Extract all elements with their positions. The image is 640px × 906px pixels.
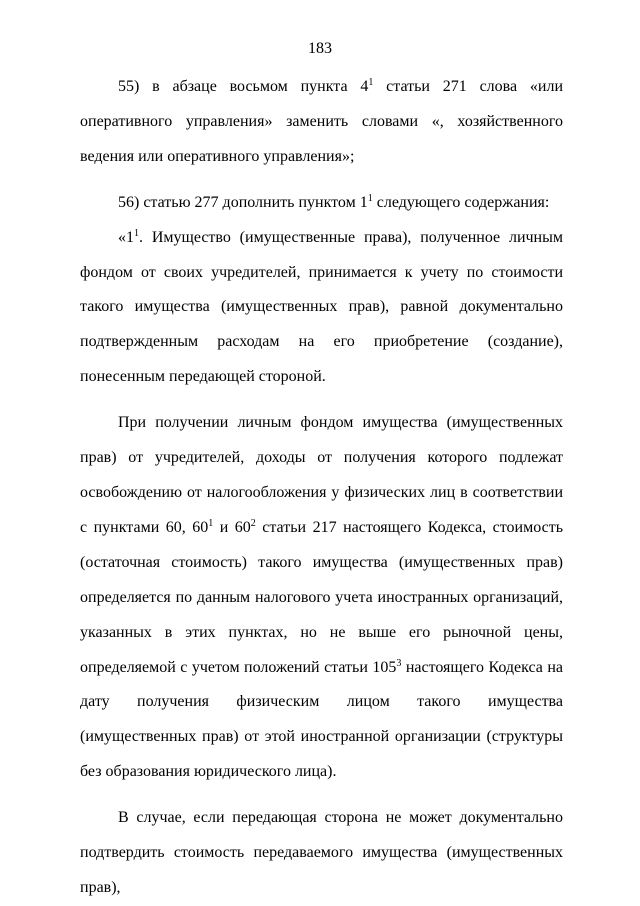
paragraph-gap <box>80 175 563 186</box>
text-run: статьи 271 слова «или оперативного управления» заменить словами «, хозяйственного ведения или оперативного управления»; <box>80 78 564 165</box>
superscript: 1 <box>367 192 373 204</box>
superscript: 1 <box>368 77 374 88</box>
paragraph-item-56 <box>80 186 563 221</box>
paragraph-item-55 <box>80 70 563 175</box>
text-run: настоящего Кодекса на дату получения физическим лицом такого имущества (имущественных прав) от этой иностранной организации (структуры без образования юридического лица). <box>80 658 564 781</box>
paragraph-no-confirmation <box>80 801 563 906</box>
text-run: . Имущество (имущественные права), полученное личным фондом от своих учредителей, принимается к учету по стоимости такого имущества (имущественных прав), равной документально подтвержденным расходам на его приобретение (создание), понесенным передающей стороной. <box>80 228 563 386</box>
text-run: При получении личным фондом имущества (имущественных прав) от учредителей, доходы от получения которого подлежат освобождению от налогообложения у физических лиц в соответствии с пунктами 60, 60 <box>80 414 563 536</box>
text-run: и 60 <box>213 518 251 536</box>
paragraph-point-1-1 <box>80 221 563 396</box>
document-body <box>80 70 563 906</box>
text-run: «1 <box>118 228 134 246</box>
superscript: 1 <box>134 227 139 239</box>
text-run: В случае, если передающая сторона не может документально подтвердить стоимость передаваемого имущества (имущественных прав), <box>80 809 563 896</box>
superscript: 2 <box>250 517 256 529</box>
paragraph-gap <box>80 790 563 801</box>
superscript: 3 <box>396 657 402 669</box>
superscript: 1 <box>208 517 214 529</box>
text-run: 56) статью 277 дополнить пунктом 1 <box>118 193 368 211</box>
paragraph-founders-property <box>80 406 563 790</box>
text-run: следующего содержания: <box>372 193 550 211</box>
paragraph-gap <box>80 395 563 406</box>
page-number: 183 <box>308 40 332 57</box>
text-run: 55) в абзаце восьмом пункта 4 <box>118 78 369 95</box>
text-run: статьи 217 настоящего Кодекса, стоимость (остаточная стоимость) такого имущества (имущественных прав) определяется по данным налогового учета иностранных организаций, указанных в этих пунктах, но не выше его рыночной цены, определяемой с учетом положений статьи 105 <box>80 518 564 676</box>
